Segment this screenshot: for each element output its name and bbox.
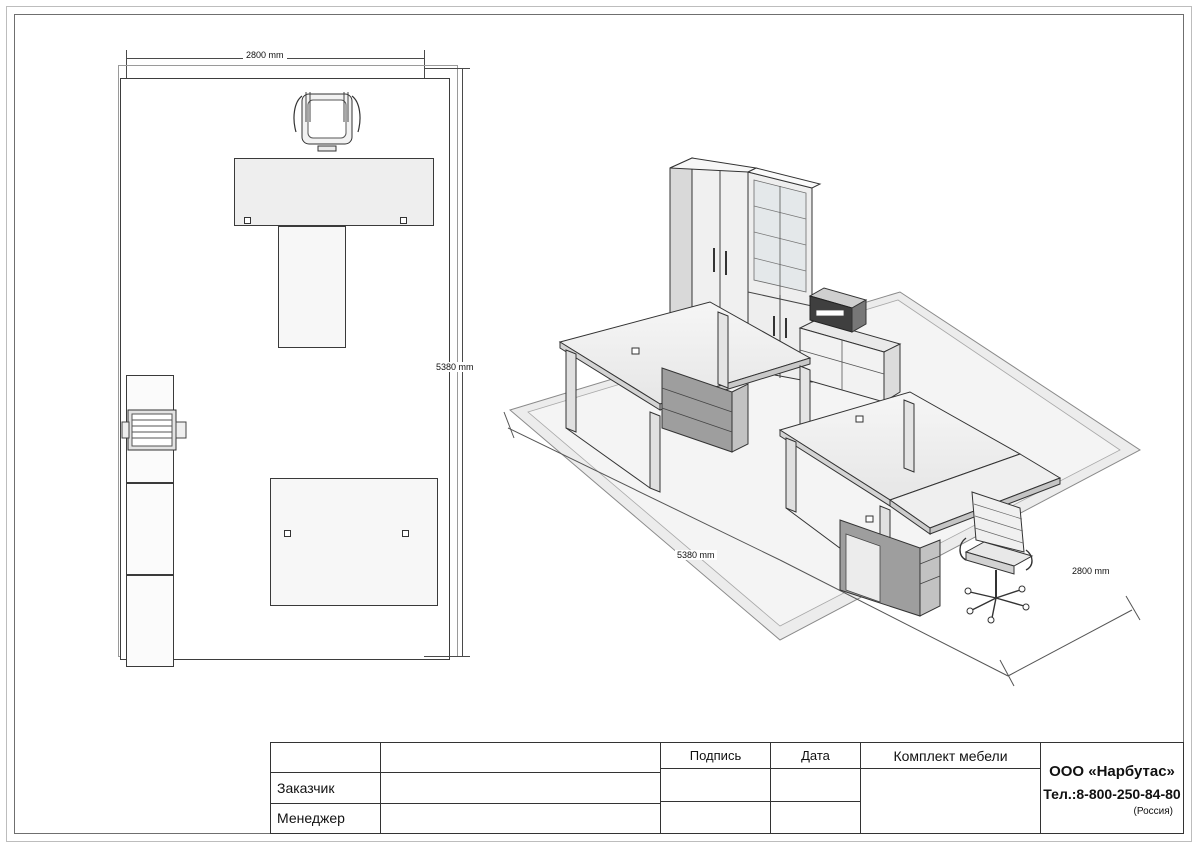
plan-desk-bottom-marker-left: [284, 530, 291, 537]
dim-depth-ext: [1126, 596, 1140, 620]
company-block: [1041, 743, 1183, 833]
desk-right-marker-a: [856, 416, 863, 422]
plan-desk-top-marker-right: [400, 217, 407, 224]
plan-width-label: 2800 mm: [243, 50, 287, 60]
plan-chair-top: [288, 88, 366, 154]
plan-cabinet-middle: [126, 483, 174, 575]
title-block: [270, 742, 1184, 834]
plan-desk-bottom-marker-right: [402, 530, 409, 537]
role-value-customer[interactable]: [381, 773, 660, 802]
set-body-blank[interactable]: [861, 769, 1040, 833]
credenza-side: [884, 344, 900, 402]
desk-left-leg-front2: [650, 412, 660, 492]
chair-caster-2: [1023, 604, 1029, 610]
signature-cell-customer[interactable]: [661, 769, 770, 802]
desk-right-leg-c: [904, 400, 914, 472]
title-block-row-blank: [271, 743, 660, 773]
floor-plan-view: [118, 40, 478, 670]
role-value-manager[interactable]: [381, 804, 660, 833]
title-block-row-customer: [271, 773, 660, 803]
chair-base-4: [996, 590, 1020, 598]
title-block-row-manager: [271, 804, 660, 833]
desk-left-leg-back: [718, 312, 728, 388]
date-cell-customer[interactable]: [771, 769, 860, 802]
desk-left-pedestal-side: [732, 384, 748, 452]
set-title: Комплект мебели: [861, 743, 1040, 769]
role-label-blank: [271, 743, 381, 772]
chair-base-3: [992, 598, 996, 618]
perspective-length-label: 5380 mm: [677, 550, 715, 560]
date-cell-manager[interactable]: [771, 802, 860, 834]
perspective-svg: [480, 120, 1160, 720]
plan-height-extension-bottom: [424, 656, 470, 657]
chair-base-2: [996, 598, 1024, 606]
chair-caster-5: [965, 588, 971, 594]
desk-right-pedestal-panel: [846, 534, 880, 602]
plan-chair-top-icon: [288, 88, 366, 154]
plan-desk-top-main: [234, 158, 434, 226]
plan-printer-icon: [120, 400, 190, 460]
desk-left-leg-front: [566, 350, 576, 432]
role-label-customer: Заказчик: [271, 773, 381, 802]
title-block-signature-date: [661, 743, 861, 833]
date-cells: [771, 769, 860, 833]
signature-cells: [661, 769, 771, 833]
desk-right-pedestal-side: [920, 540, 940, 616]
plan-cabinet-lower: [126, 575, 174, 667]
plan-desk-top-return: [278, 226, 346, 348]
plan-height-extension-top: [424, 68, 470, 69]
signature-column-header: Подпись: [661, 743, 771, 768]
company-country: (Россия): [1133, 806, 1173, 817]
plan-desk-top-marker-left: [244, 217, 251, 224]
desk-left-marker: [632, 348, 639, 354]
signature-date-header: [661, 743, 860, 769]
perspective-view: [480, 120, 1160, 720]
chair-caster-4: [1019, 586, 1025, 592]
signature-cell-manager[interactable]: [661, 802, 770, 834]
role-value-blank[interactable]: [381, 743, 660, 772]
title-block-set: [861, 743, 1041, 833]
title-block-roles: [271, 743, 661, 833]
company-name: ООО «Нарбутас»: [1049, 763, 1175, 780]
chair-base-5: [970, 592, 996, 598]
desk-right-marker-b: [866, 516, 873, 522]
role-label-manager: Менеджер: [271, 804, 381, 833]
plan-height-label: 5380 mm: [433, 362, 477, 372]
desk-right-leg-a: [786, 438, 796, 512]
printer-tray: [816, 310, 844, 316]
chair-armrest-right: [1026, 550, 1032, 570]
plan-desk-bottom: [270, 478, 438, 606]
dim-length-ext-a: [504, 412, 514, 438]
chair-caster-1: [967, 608, 973, 614]
plan-printer-top: [120, 400, 190, 460]
company-phone: Тел.:8-800-250-84-80: [1043, 786, 1181, 802]
date-column-header: Дата: [801, 748, 830, 763]
chair-base-1: [972, 598, 996, 610]
chair-caster-3: [988, 617, 994, 623]
signature-date-body: [661, 769, 860, 833]
dim-depth-line: [1008, 610, 1132, 676]
perspective-depth-label: 2800 mm: [1072, 566, 1110, 576]
